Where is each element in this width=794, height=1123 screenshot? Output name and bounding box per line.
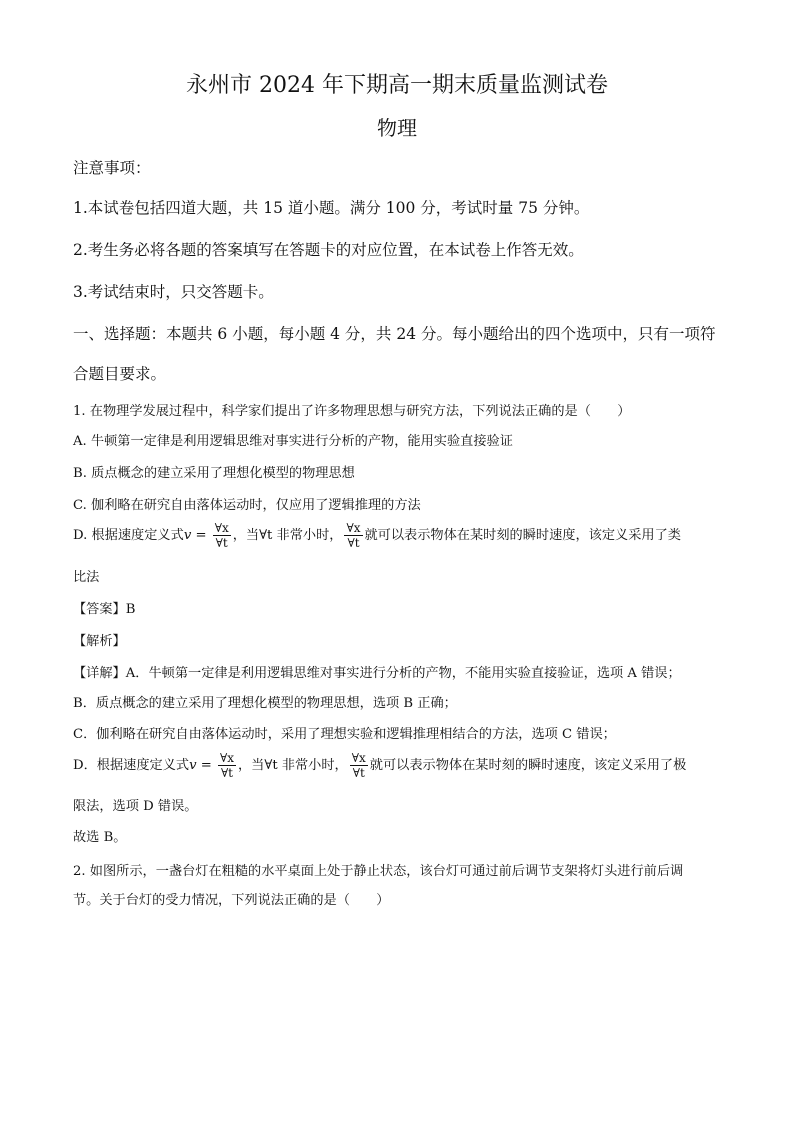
fraction-numerator: ∀x	[346, 521, 361, 535]
q1-option-c: C. 伽利略在研究自由落体运动时，仅应用了逻辑推理的方法	[73, 498, 421, 513]
equals-sign: =	[191, 528, 211, 543]
velocity-symbol: v	[183, 528, 192, 543]
q1-answer: 【答案】B	[73, 602, 136, 617]
fraction-denominator: ∀t	[220, 766, 234, 780]
q1-stem: 1. 在物理学发展过程中，科学家们提出了许多物理思想与研究方法，下列说法正确的是（ ）	[73, 404, 631, 419]
q2-stem-line2: 节。关于台灯的受力情况，下列说法正确的是（ ）	[73, 893, 390, 908]
q1-analysis-label: 【解析】	[73, 634, 126, 649]
velocity-fraction	[218, 752, 236, 779]
notice-item-1: 1.本试卷包括四道大题，共 15 道小题。满分 100 分，考试时量 75 分钟。	[73, 199, 590, 217]
fraction-denominator: ∀t	[215, 536, 228, 550]
q1-option-d	[73, 522, 681, 549]
ratio-fraction	[350, 752, 368, 779]
q1-explanation-b: B．质点概念的建立采用了理想化模型的物理思想，选项 B 正确；	[73, 696, 457, 711]
q1-option-a: A. 牛顿第一定律是利用逻辑思维对事实进行分析的产物，能用实验直接验证	[73, 434, 513, 449]
q1-detail-a: 【详解】A．牛顿第一定律是利用逻辑思维对事实进行分析的产物，不能用实验直接验证，选项 A 错误；	[73, 666, 681, 681]
q1-explanation-c: C．伽利略在研究自由落体运动时，采用了理想实验和逻辑推理相结合的方法，选项 C 错误；	[73, 727, 616, 742]
q1-option-d-mid2: 就可以表示物体在某时刻的瞬时速度，该定义采用了类	[364, 528, 681, 543]
q1-explanation-d	[73, 752, 686, 779]
section-heading-line1: 一、选择题：本题共 6 小题，每小题 4 分，共 24 分。每小题给出的四个选项中，只有一项符	[73, 325, 716, 343]
notice-heading: 注意事项：	[73, 159, 151, 177]
velocity-fraction	[213, 522, 231, 549]
section-heading-line2: 合题目要求。	[73, 365, 167, 383]
ratio-fraction	[344, 522, 362, 549]
fraction-numerator: ∀x	[351, 751, 366, 765]
notice-item-2: 2.考生务必将各题的答案填写在答题卡的对应位置，在本试卷上作答无效。	[73, 241, 584, 259]
q1-conclusion: 故选 B。	[73, 830, 127, 845]
fraction-denominator: ∀t	[352, 766, 365, 780]
q1-option-d-end: 比法	[73, 570, 100, 585]
q1-expl-d-mid2: 就可以表示物体在某时刻的瞬时速度，该定义采用了极	[369, 758, 687, 773]
exam-title: 永州市 2024 年下期高一期末质量监测试卷	[186, 73, 608, 98]
fraction-denominator: ∀t	[347, 536, 360, 550]
fraction-numerator: ∀x	[214, 521, 229, 535]
q2-stem-line1: 2. 如图所示，一盏台灯在粗糙的水平桌面上处于静止状态，该台灯可通过前后调节支架将灯头进行前后调	[73, 864, 684, 879]
q1-expl-d-prefix: D．根据速度定义式	[73, 758, 190, 773]
velocity-symbol: v	[189, 758, 197, 773]
q1-explanation-d-end: 限法，选项 D 错误。	[73, 799, 198, 814]
q1-expl-d-mid1: ，当∀t 非常小时，	[237, 758, 348, 773]
fraction-numerator: ∀x	[219, 751, 234, 765]
q1-option-d-mid1: ，当∀t 非常小时，	[232, 528, 343, 543]
q1-option-d-prefix: D. 根据速度定义式	[73, 528, 184, 543]
subject-title: 物理	[377, 116, 417, 140]
q1-option-b: B. 质点概念的建立采用了理想化模型的物理思想	[73, 466, 355, 481]
equals-sign: =	[196, 758, 216, 773]
notice-item-3: 3.考试结束时，只交答题卡。	[73, 283, 274, 301]
